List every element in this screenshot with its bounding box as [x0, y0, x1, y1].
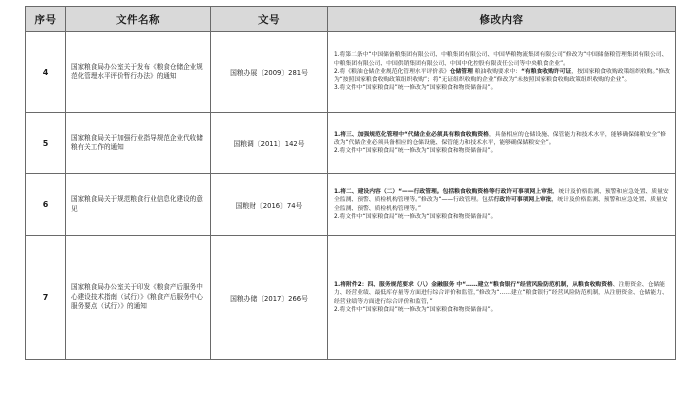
table-row	[26, 236, 676, 360]
row-file-name: 国家粮食局办公室关于发布《粮食仓储企业规范化管理水平评价暂行办法》的通知	[66, 32, 211, 113]
row-doc-number: 国粮财〔2016〕74号	[211, 174, 328, 236]
revision-item: 1.将三、加强规范化管理中“代储企业必须具有粮食收购资格，具备相应的仓储设施、保管能力和技术水平，能够确保储粮安全”修改为“代储企业必须具备相应的仓储设施、保管能力和技术水平，能够确保储粮安全”。	[334, 131, 666, 146]
revision-item: 1.将二、建设内容（二）“——行政管理。包括粮食收购资格等行政许可事项网上审批，统计及价格监测、预警和应急处置、质量安全监测、预警、质检机构管理等。”修改为“——行政管理。包括行政许可事项网上审批，统计及价格监测、预警和应急处置、质量安全监测、预警、质检机构管理等。”	[334, 188, 669, 212]
revision-item: 3.将文件中“国家粮食局”统一修改为“国家粮食和物资储备局”。	[334, 85, 497, 92]
header-revision: 修改内容	[328, 7, 676, 32]
highlight-text: 1.将三、加强规范化管理中“代储企业必须	[334, 131, 443, 138]
highlight-text: 仓储管理	[449, 68, 473, 75]
row-seq: 4	[26, 32, 66, 113]
header-file-name: 文件名称	[66, 7, 211, 32]
revision-item: 2.将文件中“国家粮食局”统一修改为“国家粮食和物资储备局”。	[334, 306, 497, 313]
table-row	[26, 32, 676, 113]
row-revision	[328, 236, 676, 360]
row-file-name: 国家粮食局关于加强行业指导规范企业代收储粮有关工作的通知	[66, 113, 211, 174]
row-revision	[328, 113, 676, 174]
revision-item: 1.将第二条中“中国储备粮集团有限公司、中粮集团有限公司、中国华粮物流集团有限公司”修改为“中国储备粮管理集团有限公司、中粮集团有限公司、中国供销集团有限公司、中国中化控股有限责任公司等中央粮食企业”。	[334, 52, 668, 67]
highlight-text: 收购资格等行政许可事项网上审批	[465, 188, 553, 195]
revision-item: 2.将文件中“国家粮食局”统一修改为“国家粮食和物资储备局”。	[334, 213, 497, 220]
highlight-text: “有粮食收购许可证	[521, 68, 572, 75]
highlight-text: 具有粮食收购资格	[442, 131, 489, 138]
row-file-name: 国家粮食局关于规范粮食行业信息化建设的意见	[66, 174, 211, 236]
table-row	[26, 113, 676, 174]
row-revision	[328, 174, 676, 236]
revision-item: 2.将《粮油仓储企业规范化管理水平评价表》仓储管理 粮油收购要求中：“有粮食收购许可证，按国家粮食收购政策组织收购。”修改为“按照国家粮食收购政策组织收购”；将“无证组织收购的企业”修改为“未按照国家粮食收购政策组织收购的企业”。	[334, 68, 670, 84]
header-doc-number: 文号	[211, 7, 328, 32]
highlight-text: 1.将附件2：四、服务规范要求（八）金融服务 中“……建立“粮食银行”经营风险防范机制，从	[334, 281, 578, 288]
row-doc-number: 国粮办储〔2017〕266号	[211, 236, 328, 360]
row-seq: 5	[26, 113, 66, 174]
highlight-text: 行政许可事项网上审批	[493, 197, 552, 204]
highlight-text: 粮食收购资格	[578, 281, 613, 288]
table-row	[26, 174, 676, 236]
row-revision	[328, 32, 676, 113]
row-seq: 6	[26, 174, 66, 236]
header-seq: 序号	[26, 7, 66, 32]
row-doc-number: 国粮调〔2011〕142号	[211, 113, 328, 174]
row-file-name: 国家粮食局办公室关于印发《粮食产后服务中心建设技术指南（试行）》《粮食产后服务中心服务要点（试行）》的通知	[66, 236, 211, 360]
revision-item: 2.将文件中“国家粮食局”统一修改为“国家粮食和物资储备局”。	[334, 148, 497, 155]
table-header-row	[26, 7, 676, 32]
row-doc-number: 国粮办展〔2009〕281号	[211, 32, 328, 113]
revision-table	[25, 6, 676, 360]
highlight-text: 1.将二、建设内容（二）“——行政管理。包括粮食	[334, 188, 466, 195]
revision-item: 1.将附件2：四、服务规范要求（八）金融服务 中“……建立“粮食银行”经营风险防范机制，从粮食收购资格、注册资金、仓储能力、经营业绩、最低库存量等方面进行综合评价和监管，”修改为“……建立“粮食银行”经营风险防范机制，从注册资金、仓储能力、经营业绩等方面进行综合评价和监管，”	[334, 281, 668, 305]
row-seq: 7	[26, 236, 66, 360]
